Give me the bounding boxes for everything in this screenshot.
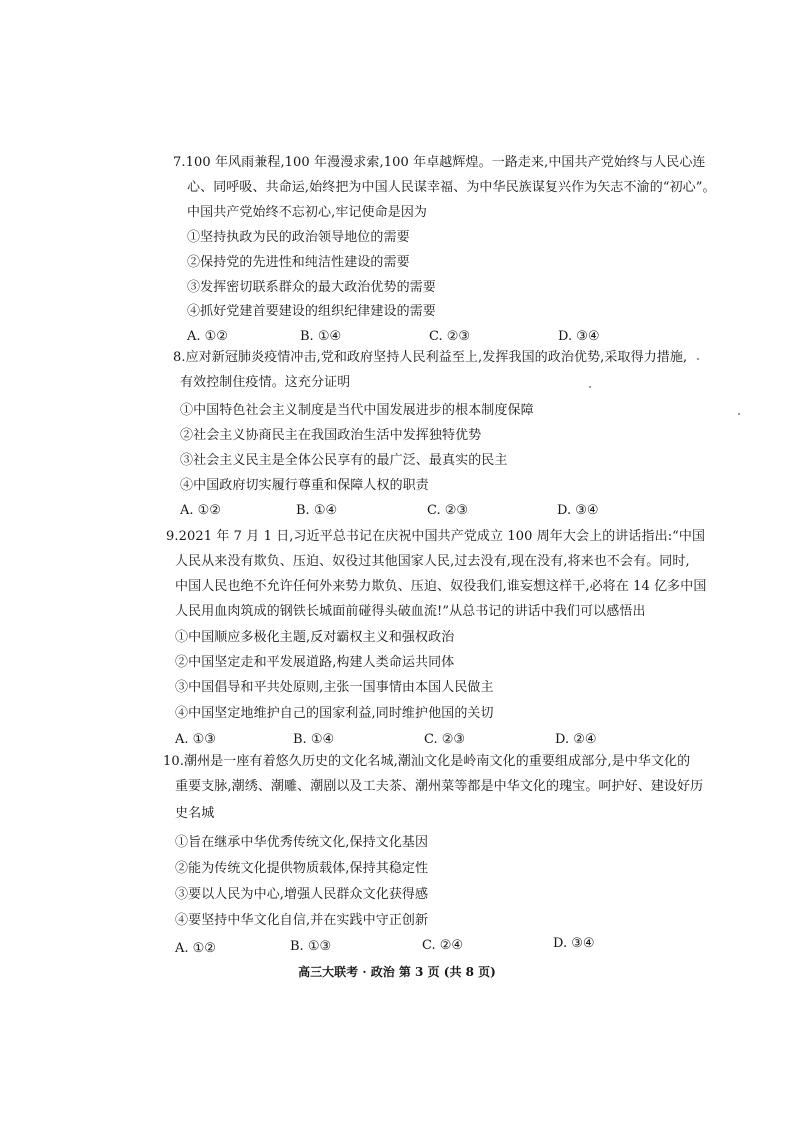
answer-option: ②社会主义协商民主在我国政治生活中发挥独特优势 (180, 428, 482, 443)
question-stem-line: 9.2021 年 7 月 1 日,习近平总书记在庆祝中国共产党成立 100 周年大会上的讲话指出:“中国 (166, 529, 706, 544)
question-stem-line: 中国人民也绝不允许任何外来势力欺负、压迫、奴役我们,谁妄想这样干,必将在 14 亿多中国 (175, 579, 707, 594)
question-stem-line: 8.应对新冠肺炎疫情冲击,党和政府坚持人民利益至上,发挥我国的政治优势,采取得力措施, (173, 350, 688, 365)
page-footer: 高三大联考 · 政治 第 3 页 (共 8 页) (298, 965, 496, 979)
choice-c: C. ②③ (424, 732, 466, 747)
answer-option: ④中国政府切实履行尊重和保障人权的职责 (180, 478, 429, 493)
choice-d: D. ③④ (557, 503, 599, 518)
choice-b: B. ①③ (290, 939, 332, 954)
choice-b: B. ①④ (296, 503, 338, 518)
answer-option: ④要坚持中华文化自信,并在实践中守正创新 (175, 913, 429, 928)
choice-a: A. ①② (180, 503, 221, 518)
answer-option: ①坚持执政为民的政治领导地位的需要 (187, 230, 410, 245)
question-stem-line: 有效控制住疫情。这充分证明 (180, 375, 351, 390)
answer-option: ④中国坚定地维护自己的国家利益,同时维护他国的关切 (175, 706, 494, 721)
choice-a: A. ①③ (175, 732, 216, 747)
question-stem-line: 人民从来没有欺负、压迫、奴役过其他国家人民,过去没有,现在没有,将来也不会有。同时, (175, 554, 690, 569)
answer-option: ③中国倡导和平共处原则,主张一国事情由本国人民做主 (175, 680, 494, 695)
choice-a: A. ①② (175, 941, 216, 956)
question-stem-line: 心、同呼吸、共命运,始终把为中国人民谋幸福、为中华民族谋复兴作为矢志不渝的“初心”。 (187, 180, 716, 195)
choice-d: D. ③④ (558, 329, 600, 344)
answer-option: ②能为传统文化提供物质载体,保持其稳定性 (175, 861, 429, 876)
choice-c: C. ②④ (422, 938, 464, 953)
answer-option: ①旨在继承中华优秀传统文化,保持文化基因 (175, 835, 429, 850)
choice-d: D. ③④ (553, 936, 595, 951)
answer-option: ③要以人民为中心,增强人民群众文化获得感 (175, 887, 429, 902)
question-stem-line: 史名城 (175, 806, 215, 821)
answer-option: ③发挥密切联系群众的最大政治优势的需要 (187, 280, 436, 295)
answer-option: ②中国坚定走和平发展道路,构建人类命运共同体 (175, 655, 455, 670)
question-stem-line: 重要支脉,潮绣、潮雕、潮剧以及工夫茶、潮州菜等都是中华文化的瑰宝。呵护好、建设好历 (175, 779, 704, 794)
answer-option: ③社会主义民主是全体公民享有的最广泛、最真实的民主 (180, 453, 508, 468)
scan-speck (589, 386, 591, 388)
choice-c: C. ②③ (427, 503, 469, 518)
choice-a: A. ①② (187, 329, 228, 344)
choice-d: D. ②④ (555, 732, 597, 747)
answer-option: ②保持党的先进性和纯洁性建设的需要 (187, 255, 410, 270)
question-stem-line: 7.100 年风雨兼程,100 年漫漫求索,100 年卓越辉煌。一路走来,中国共产党始终与人民心连 (173, 155, 706, 170)
choice-c: C. ②③ (429, 329, 471, 344)
answer-option: ④抓好党建首要建设的组织纪律建设的需要 (187, 304, 436, 319)
choice-b: B. ①④ (300, 329, 342, 344)
answer-option: ①中国顺应多极化主题,反对霸权主义和强权政治 (175, 630, 455, 645)
question-stem-line: 10.潮州是一座有着悠久历史的文化名城,潮汕文化是岭南文化的重要组成部分,是中华文化的 (163, 754, 691, 769)
choice-b: B. ①④ (293, 732, 335, 747)
scan-speck (697, 358, 699, 360)
answer-option: ①中国特色社会主义制度是当代中国发展进步的根本制度保障 (180, 403, 534, 418)
scan-speck (738, 413, 740, 415)
question-stem-line: 人民用血肉筑成的钢铁长城面前碰得头破血流!”从总书记的讲话中我们可以感悟出 (175, 604, 646, 619)
question-stem-line: 中国共产党始终不忘初心,牢记使命是因为 (187, 205, 428, 220)
